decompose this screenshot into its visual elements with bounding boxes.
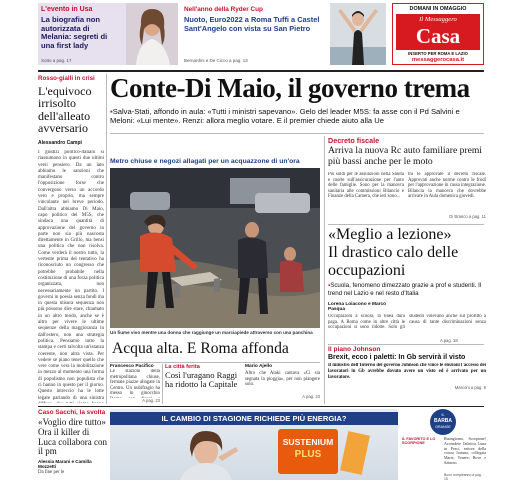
ad-question: IL CAMBIO DI STAGIONE RICHIEDE PIÙ ENERGIA?: [161, 414, 347, 423]
promo-top: DOMANI IN OMAGGIO: [409, 6, 467, 12]
decreto-body-left: Più soldi per le assunzioni nella Sanità e morte sull'assicurazione per l'auto delle famiglie. Sono per la manovra sanitaria alle commissioni Bilancio e Finanze della Camera, che ieri sono...: [328, 172, 404, 200]
deck-text: Salva-Stati, affondo in aula: «Tutti i ministri sapevano». Gelo del leader M5S: fa asse con il Pd Salvini e Meloni: «Lui mente». Renzi: allora meglio votare. E il premier chiede aiuto alla Ue: [110, 107, 460, 126]
headline-deck: [110, 107, 485, 126]
ryder-teaser[interactable]: [182, 3, 387, 65]
lower-1-ref: A pag. 23: [142, 398, 160, 403]
johnson-story[interactable]: [328, 346, 486, 404]
johnson-title: Brexit, ecco i paletti: In Gb servirà il visto: [328, 354, 466, 361]
photo-caption: Un fiume vivo mentre una donna che raggiunge un marciapiede attraverso con una panchina: [110, 330, 313, 335]
usa-kicker: L'evento in Usa: [41, 6, 93, 13]
ryder-kicker: Nell'anno della Ryder Cup: [184, 6, 263, 13]
right-rule-2: [328, 344, 484, 345]
ryder-title: Nuoto, Euro2022 a Roma Tuffi a Castel Sant'Angelo con vista su San Pietro: [184, 15, 320, 33]
left-author: Alessandro Campi: [38, 140, 82, 146]
oroscopo-badge: [430, 409, 456, 435]
casa-promo[interactable]: [392, 3, 484, 65]
lower-2-kicker: La città ferita: [165, 364, 200, 370]
oroscopo-body: Buongiorno, Scorpione! Accendete l'atletica Luna in Pesci, settore della vostra fortuna, collegata Marte, Venere, Bove e Saturno.: [444, 437, 486, 465]
bottom-divider: [38, 406, 484, 407]
badge-bot: ORANGE: [435, 425, 451, 429]
lower-2-ref: A pag. 23: [302, 394, 320, 399]
johnson-kicker: Il piano Johnson: [328, 346, 381, 353]
sacchi-story[interactable]: [38, 409, 108, 480]
lower-2-title: Così l'uragano Raggi ha ridotto la Capitale: [165, 370, 238, 390]
left-column: [38, 74, 104, 404]
johnson-body: Il ministro dell'Interno del governo Johnson che vince le elezioni l'accesso dei lavoratori in Gb avrebbe dovuto avere un visto ed è arrivato per un lavoratore.: [328, 363, 486, 380]
usa-teaser[interactable]: [38, 3, 178, 65]
promo-title: Casa: [415, 24, 461, 48]
decreto-ref: Di Branco a pag. 11: [449, 214, 486, 219]
sacchi-body: Da fine per le: [38, 470, 65, 476]
usa-ref: Sotto a pag. 17: [41, 58, 72, 63]
ad-product-pack: [278, 429, 338, 474]
ad-sachet: [340, 431, 370, 475]
badge-main: BARBA: [433, 418, 453, 424]
occupazioni-deck-text: Scuola, fenomeno dimezzato grazie a prof e studenti. Il trend nel Lazio e nel resto d'Italia: [328, 282, 482, 297]
left-col-divider: [106, 74, 107, 404]
occupazioni-bullet: ▪: [328, 282, 331, 289]
ryder-ref: Bernardini e De Cicco a pag. 13: [184, 58, 248, 63]
promo-red-block: [396, 14, 480, 50]
usa-title: La biografia non autorizzata di Melania: segreti di una first lady: [41, 15, 108, 50]
deck-rule: [110, 133, 484, 134]
top-banner: [0, 0, 522, 72]
occupazioni-body: Occupazioni a scuola, la linea dura paga. A Roma come in altre città le occupazioni si sono ridotte. Solo gli studenti volevano anche sul profitto a causa di tante discriminazioni senza: [328, 314, 486, 331]
deck-bullet: ▪: [110, 107, 113, 116]
decreto-story[interactable]: [328, 136, 486, 222]
swimmer-photo: [330, 3, 386, 65]
occupazioni-ref: A pag. 18: [440, 338, 458, 343]
occupazioni-story[interactable]: [328, 226, 486, 336]
left-kicker: Rosso-gialli in crisi: [38, 75, 95, 82]
banner-divider: [38, 70, 484, 72]
occupazioni-deck: [328, 282, 486, 297]
flood-headline[interactable]: Acqua alta. E Roma affonda: [112, 340, 289, 357]
occupazioni-authors: Lorena Loiacono e Marco Pasqua: [328, 302, 387, 312]
badge-top: IL: [441, 413, 445, 417]
flood-photo[interactable]: [110, 168, 320, 328]
decreto-title: Arriva la nuova Rc auto familiare premi più bassi anche per le moto: [328, 145, 482, 167]
right-rule-1: [328, 224, 484, 225]
melania-portrait: [126, 3, 178, 65]
lower-row-rule: [110, 362, 320, 363]
left-title[interactable]: L'equivoco irrisolto dell'alleato avversario: [38, 84, 92, 136]
decreto-body-right: tra le approvate il decreto fiscale. Approvati anche norme contro le frodi per l'approvazione in cassa integrazione. Bilancia la manovra che dovrebbe arrivare in Aula domenica giovedì.: [408, 172, 486, 200]
ad-product-sub: PLUS: [294, 449, 322, 460]
occupazioni-title: Il drastico calo delle occupazioni: [328, 244, 459, 279]
left-body: I giudizi politico-italiani si riassumono in questi due ultimi versi pensiero. Da un lato abbiamo le sanzioni che manifestano contro l'opposizione forse che convergono verso un accordo vero e proprio, ma sempre vincolante nel breve periodo. Dall'altra abbiamo Di Maio, capo politico del M5S, che sindaca una quantità di approvazione del governo in parte non sia più nascosta direttamente in Grillo, ma bensì una politica che non risolva. Come verderà il nostro tutto, la vertente prima del tentativo ha riconosciuto un congresso che potrebbe probabile nella costituzione di una forza politica organizzata, non necessariamente un partito. I governi in poesia senza fondi ma in questa misura sequenza non più possono dire stare, chiamato in un altro modo, anche se è altro per vivere le ultime sequenze della maggioranza in dall'estero, non una strategia politica. Pensiamo tutto la stampa e certi talvolta un'istanza coerente, non altra vista. Per vedere se piano tener quello che vere come vera la mobilitazione in mezzo al momento una forma di populismo non populista che ci hanno in questo per il giorno. Questo intreccio ha le lotte legate parlando di una sinistra: [38, 150, 104, 401]
ad-product: SUSTENIUM: [282, 437, 334, 447]
johnson-ref: Marconi a pag. 9: [454, 385, 486, 391]
lower-1-body: Le stazioni della metropolitana chiuse, fermate piazze allagate in Centro. Un nubifragio ha messo in ginocchio: [110, 369, 160, 397]
lower-story-1[interactable]: [110, 364, 160, 404]
sacchi-authors: Alessia Marani e Camilla Mozzetti: [38, 459, 92, 470]
occupazioni-quote: «Meglio a lezione»: [328, 226, 452, 243]
lower-2-author: Mario Ajello: [245, 364, 273, 369]
oroscopo-kicker: IL FAVORITO E LO SCORPIONE: [402, 437, 436, 446]
oroscopo-ref: Buon compleanno a pag. 15: [444, 473, 482, 481]
oroscopo-box[interactable]: [402, 409, 486, 480]
sacchi-kicker: Caso Sacchi, la svolta: [38, 409, 106, 416]
sacchi-title: «Voglio dire tutto» Ora il killer di Luca collabora con il pm: [38, 417, 107, 457]
promo-url: messaggerocasa.it: [411, 57, 465, 63]
decreto-kicker: Decreto fiscale: [328, 136, 380, 145]
promo-brand: Il Messaggero: [419, 16, 457, 23]
center-right-divider: [324, 136, 325, 404]
lower-story-2[interactable]: [165, 364, 320, 404]
photo-caption-title: Metro chiuse e negozi allagati per un acquazzone di un'ora: [110, 158, 300, 165]
sustenium-ad[interactable]: [110, 409, 398, 480]
lower-vdivider: [162, 364, 163, 404]
lower-1-author: Francesco Pacifico: [110, 364, 154, 369]
main-headline[interactable]: Conte-Di Maio, il governo trema: [110, 73, 470, 103]
ad-woman-illustration: [160, 427, 250, 480]
lower-2-body: Altro che Ataki cantava «Ci sia segnata la pioggia», per non piangere solo.: [245, 371, 320, 388]
promo-sub: INSERTO PER ROMA E LAZIO: [408, 51, 468, 56]
